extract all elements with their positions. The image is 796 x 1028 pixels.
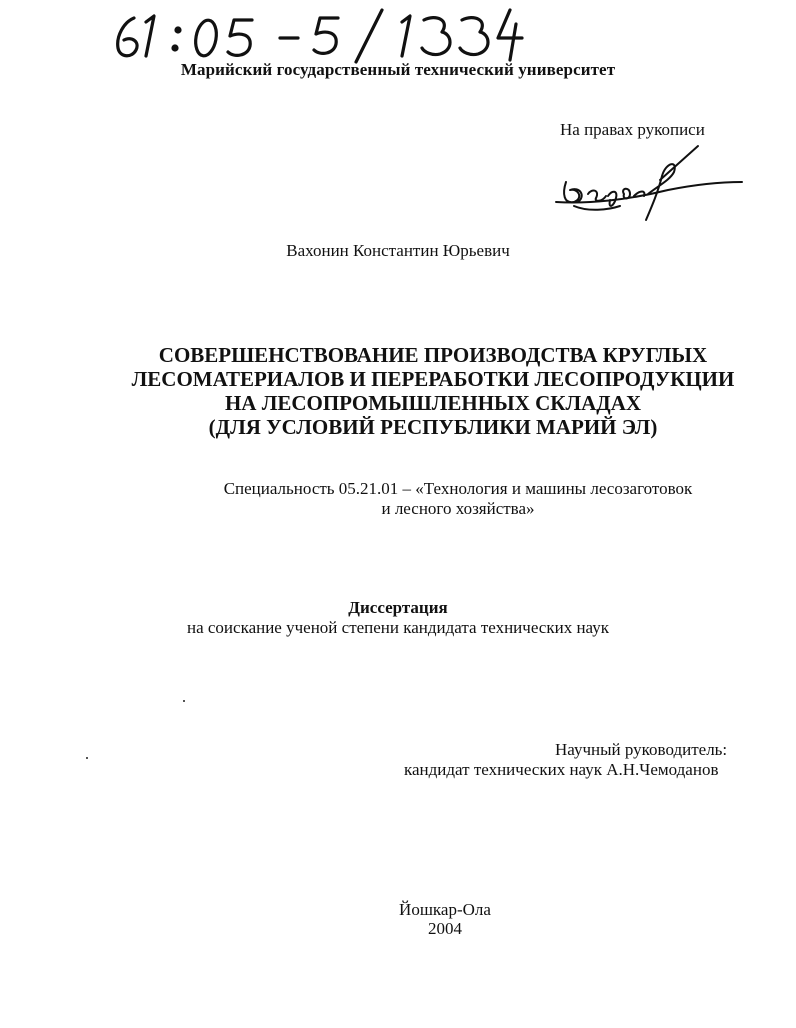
title-line: (ДЛЯ УСЛОВИЙ РЕСПУБЛИКИ МАРИЙ ЭЛ) <box>208 415 658 439</box>
handwritten-stamp-number <box>112 4 532 66</box>
scan-speck <box>86 757 88 759</box>
specialty-line: и лесного хозяйства» <box>381 499 535 518</box>
scan-speck <box>183 700 185 702</box>
signature-icon <box>548 140 748 230</box>
title-line: ЛЕСОМАТЕРИАЛОВ И ПЕРЕРАБОТКИ ЛЕСОПРОДУКЦИИ <box>131 367 735 391</box>
advisor-name: кандидат технических наук А.Н.Чемоданов <box>404 760 719 779</box>
specialty-block <box>100 479 796 519</box>
title-line: НА ЛЕСОПРОМЫШЛЕННЫХ СКЛАДАХ <box>224 391 642 415</box>
dissertation-title <box>80 343 786 439</box>
year: 2004 <box>428 919 462 938</box>
author-name: Вахонин Константин Юрьевич <box>286 241 510 260</box>
manuscript-rights-note: На правах рукописи <box>560 120 705 139</box>
specialty-line: Специальность 05.21.01 – «Технология и машины лесозаготовок <box>223 479 693 498</box>
advisor-label: Научный руководитель: <box>555 740 728 759</box>
dissertation-subtitle: на соискание ученой степени кандидата технических наук <box>186 618 609 637</box>
university-name: Марийский государственный технический университет <box>180 60 616 79</box>
title-line: СОВЕРШЕНСТВОВАНИЕ ПРОИЗВОДСТВА КРУГЛЫХ <box>158 343 708 367</box>
city-name: Йошкар-Ола <box>399 900 491 919</box>
dissertation-heading: Диссертация <box>348 598 448 617</box>
